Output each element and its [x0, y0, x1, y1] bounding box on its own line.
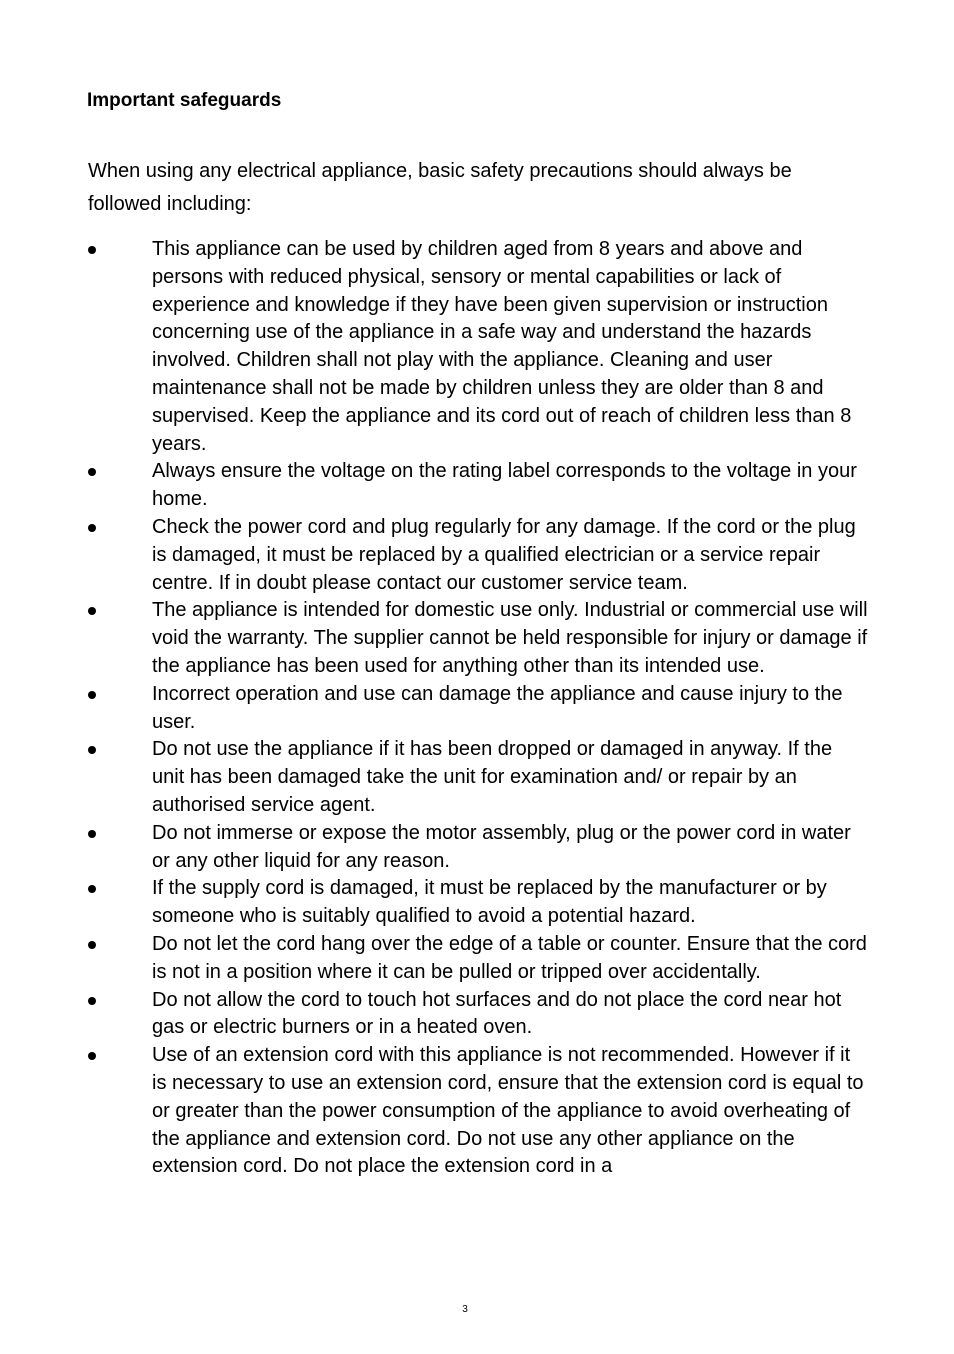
list-item [88, 875, 868, 931]
bullet-icon [88, 746, 96, 754]
list-item-text: The appliance is intended for domestic use only. Industrial or commercial use will void the warranty. The supplier cannot be held responsible for injury or damage if the appliance has been used for anything other than its intended use. [152, 599, 868, 677]
list-item [88, 987, 868, 1043]
bullet-icon [88, 885, 96, 893]
list-item [88, 514, 868, 597]
list-item [88, 931, 868, 987]
list-item [88, 458, 868, 514]
list-item-text: Incorrect operation and use can damage the appliance and cause injury to the user. [152, 682, 843, 733]
page-number: 3 [462, 1304, 468, 1315]
list-item-text: Do not let the cord hang over the edge of a table or counter. Ensure that the cord is not in a position where it can be pulled or tripped over accidentally. [152, 932, 867, 983]
intro-paragraph: When using any electrical appliance, basic safety precautions should always be followed including: [88, 160, 792, 215]
list-item-text: This appliance can be used by children aged from 8 years and above and persons with reduced physical, sensory or mental capabilities or lack of experience and knowledge if they have been given supervision or instruction concerning use of the appliance in a safe way and understand the hazards involved. Children shall not play with the appliance. Cleaning and user maintenance shall not be made by children unless they are older than 8 and supervised. Keep the appliance and its cord out of reach of children less than 8 years. [152, 238, 852, 455]
list-item [88, 236, 868, 458]
bullet-icon [88, 941, 96, 949]
list-item-text: Check the power cord and plug regularly for any damage. If the cord or the plug is damaged, it must be replaced by a qualified electrician or a service repair centre. If in doubt please contact our customer service team. [152, 515, 856, 594]
bullet-icon [88, 607, 96, 615]
list-item [88, 1042, 868, 1181]
list-item [88, 681, 868, 737]
list-item [88, 597, 868, 680]
list-item-text: If the supply cord is damaged, it must be replaced by the manufacturer or by someone who is suitably qualified to avoid a potential hazard. [152, 877, 827, 928]
bullet-icon [88, 468, 96, 476]
bullet-icon [88, 691, 96, 699]
bullet-icon [88, 1052, 96, 1060]
list-item-text: Do not use the appliance if it has been dropped or damaged in anyway. If the unit has been damaged take the unit for examination and/ or repair by an authorised service agent. [152, 738, 833, 816]
bullet-icon [88, 997, 96, 1005]
list-item [88, 820, 868, 876]
bullet-icon [88, 524, 96, 532]
page-title: Important safeguards [87, 90, 282, 111]
list-item-text: Use of an extension cord with this appliance is not recommended. However if it is necessary to use an extension cord, ensure that the extension cord is equal to or greater than the power consumption of the appliance to avoid overheating of the appliance and extension cord. Do not use any other appliance on the extension cord. Do not place the extension cord in a [152, 1044, 864, 1178]
list-item-text: Always ensure the voltage on the rating label corresponds to the voltage in your home. [152, 460, 857, 511]
bullet-icon [88, 246, 96, 254]
list-item-text: Do not immerse or expose the motor assembly, plug or the power cord in water or any other liquid for any reason. [152, 821, 851, 872]
list-item-text: Do not allow the cord to touch hot surfaces and do not place the cord near hot gas or electric burners or in a heated oven. [152, 988, 842, 1039]
bullet-icon [88, 830, 96, 838]
list-item [88, 736, 868, 819]
safeguards-list [88, 236, 868, 1181]
